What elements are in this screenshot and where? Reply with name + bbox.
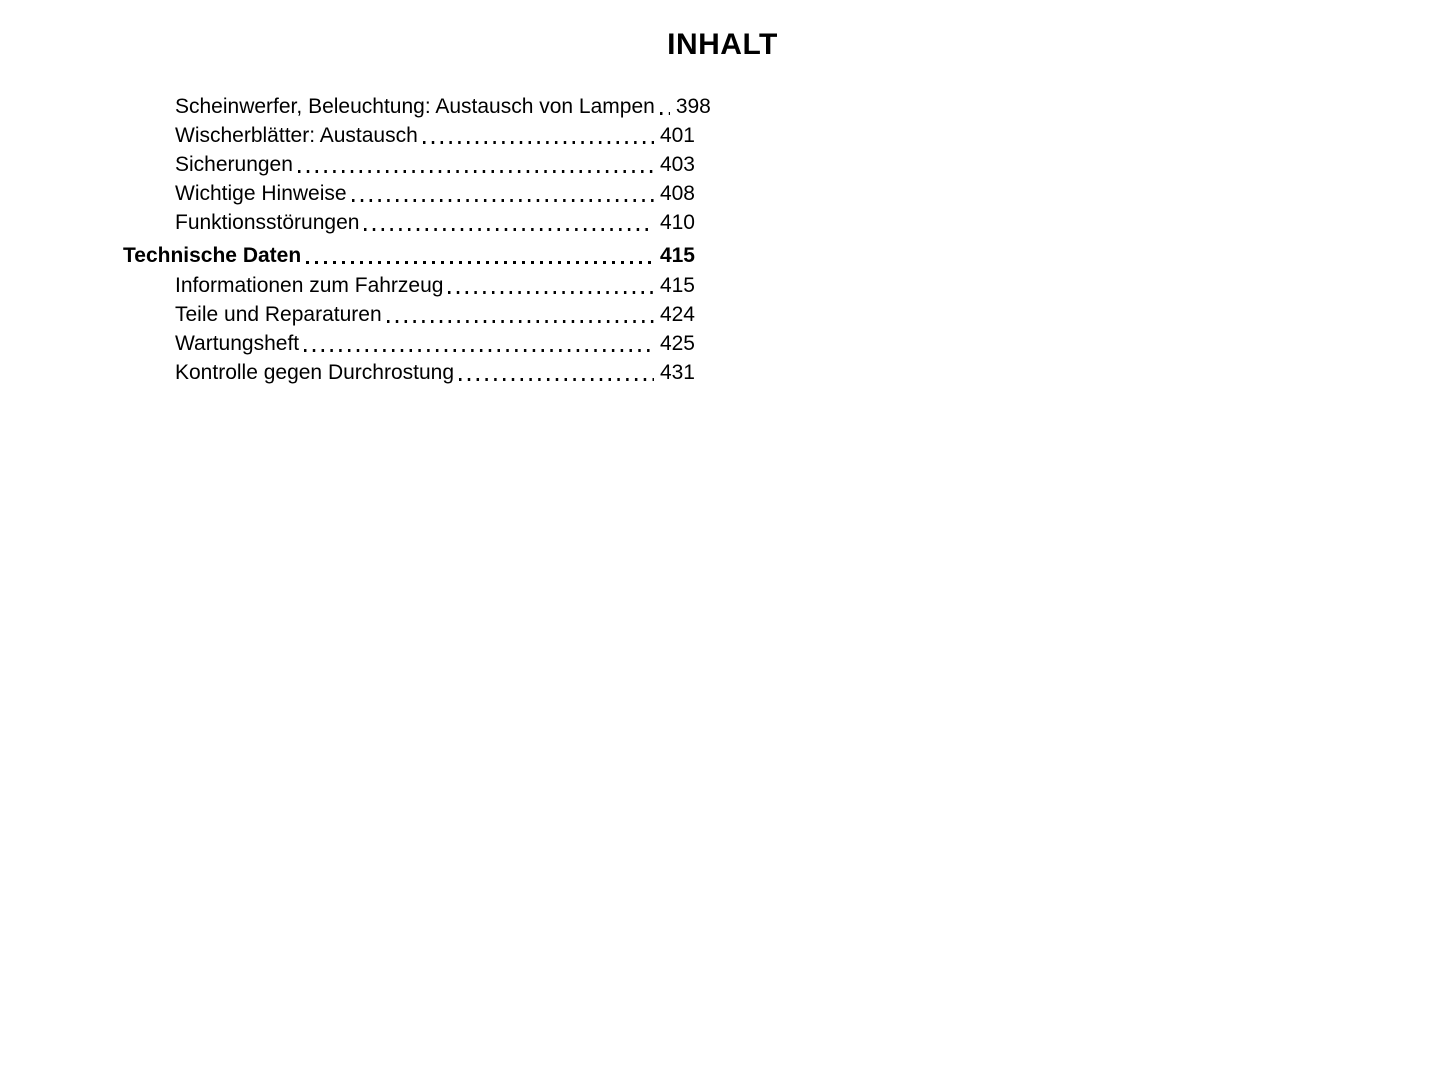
toc-entry-page: 410: [659, 211, 695, 234]
toc-leader-dots: [660, 92, 670, 121]
toc-list: [123, 92, 711, 387]
toc-entry-page: 401: [659, 124, 695, 147]
toc-entry-page: 415: [659, 244, 695, 267]
toc-entry-page: 425: [659, 332, 695, 355]
page-title: INHALT: [667, 28, 778, 61]
toc-entry: [123, 150, 695, 179]
toc-entry-page: 415: [659, 274, 695, 297]
toc-entry: [123, 121, 695, 150]
toc-leader-dots: [364, 208, 654, 237]
toc-entry-label: Sicherungen: [175, 153, 293, 176]
toc-leader-dots: [352, 179, 654, 208]
toc-leader-dots: [423, 121, 654, 150]
toc-leader-dots: [448, 271, 653, 300]
toc-entry-label: Teile und Reparaturen: [175, 303, 382, 326]
toc-leader-dots: [304, 329, 654, 358]
toc-entry-page: 424: [659, 303, 695, 326]
toc-entry: [123, 92, 711, 121]
toc-entry: [123, 329, 695, 358]
toc-entry-page: 403: [659, 153, 695, 176]
toc-entry-page: 398: [675, 95, 711, 118]
toc-entry: [123, 358, 695, 387]
toc-entry-label: Scheinwerfer, Beleuchtung: Austausch von Lampen: [175, 95, 655, 118]
toc-entry: [123, 300, 695, 329]
toc-entry-label: Wichtige Hinweise: [175, 182, 347, 205]
toc-entry: [123, 208, 695, 237]
toc-entry: [123, 179, 695, 208]
toc-leader-dots: [459, 358, 654, 387]
toc-entry: [123, 241, 695, 270]
toc-entry-label: Informationen zum Fahrzeug: [175, 274, 444, 297]
toc-leader-dots: [306, 241, 654, 270]
toc-entry-label: Wartungsheft: [175, 332, 300, 355]
toc-entry: [123, 271, 695, 300]
toc-entry-label: Wischerblätter: Austausch: [175, 124, 418, 147]
toc-entry-label: Kontrolle gegen Durchrostung: [175, 361, 455, 384]
toc-leader-dots: [298, 150, 654, 179]
toc-entry-label: Technische Daten: [123, 244, 302, 267]
toc-entry-page: 408: [659, 182, 695, 205]
toc-entry-label: Funktionsstörungen: [175, 211, 360, 234]
toc-leader-dots: [387, 300, 654, 329]
toc-entry-page: 431: [659, 361, 695, 384]
